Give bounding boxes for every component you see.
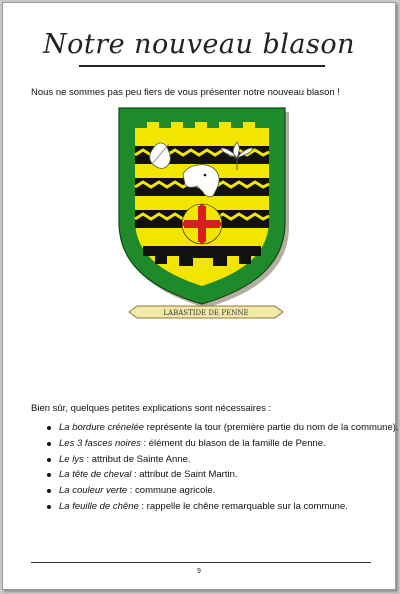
- crest-motto: LABASTIDE DE PENNE: [163, 309, 249, 317]
- intro-paragraph: Nous ne sommes pas peu fiers de vous présenter notre nouveau blason !: [31, 87, 340, 98]
- item-text: : attribut de Saint Martin.: [131, 469, 238, 481]
- item-term: La tête de cheval: [59, 469, 132, 481]
- list-item: [59, 436, 400, 452]
- title-underline: [79, 65, 325, 67]
- document-page: [2, 2, 399, 590]
- list-item: [59, 467, 400, 483]
- item-term: La bordure crénelée: [59, 422, 145, 433]
- item-text: : commune agricole.: [127, 485, 216, 497]
- item-term: Le lys: [59, 453, 84, 465]
- explanations-list: [31, 420, 400, 515]
- footer-divider: [31, 562, 371, 563]
- page-number: 9: [197, 568, 201, 575]
- item-term: Les 3 fasces noires: [59, 437, 141, 449]
- list-item: [59, 452, 400, 468]
- item-text: : attribut de Sainte Anne.: [83, 453, 191, 465]
- item-text: : rappelle le chêne remarquable sur la commune.: [138, 500, 348, 512]
- list-item: [59, 499, 400, 515]
- list-item: [59, 420, 400, 436]
- page-title: Notre nouveau blason: [42, 29, 356, 60]
- item-text: représente la tour (première partie du nom de la commune).: [144, 422, 399, 433]
- item-text: : élément du blason de la famille de Penne.: [140, 437, 326, 449]
- list-item: [59, 483, 400, 499]
- item-term: La feuille de chêne: [59, 500, 139, 512]
- coat-of-arms-image: [113, 106, 293, 332]
- explanations-intro: Bien sûr, quelques petites explications sont nécessaires :: [31, 403, 272, 414]
- item-term: La couleur verte: [59, 485, 128, 497]
